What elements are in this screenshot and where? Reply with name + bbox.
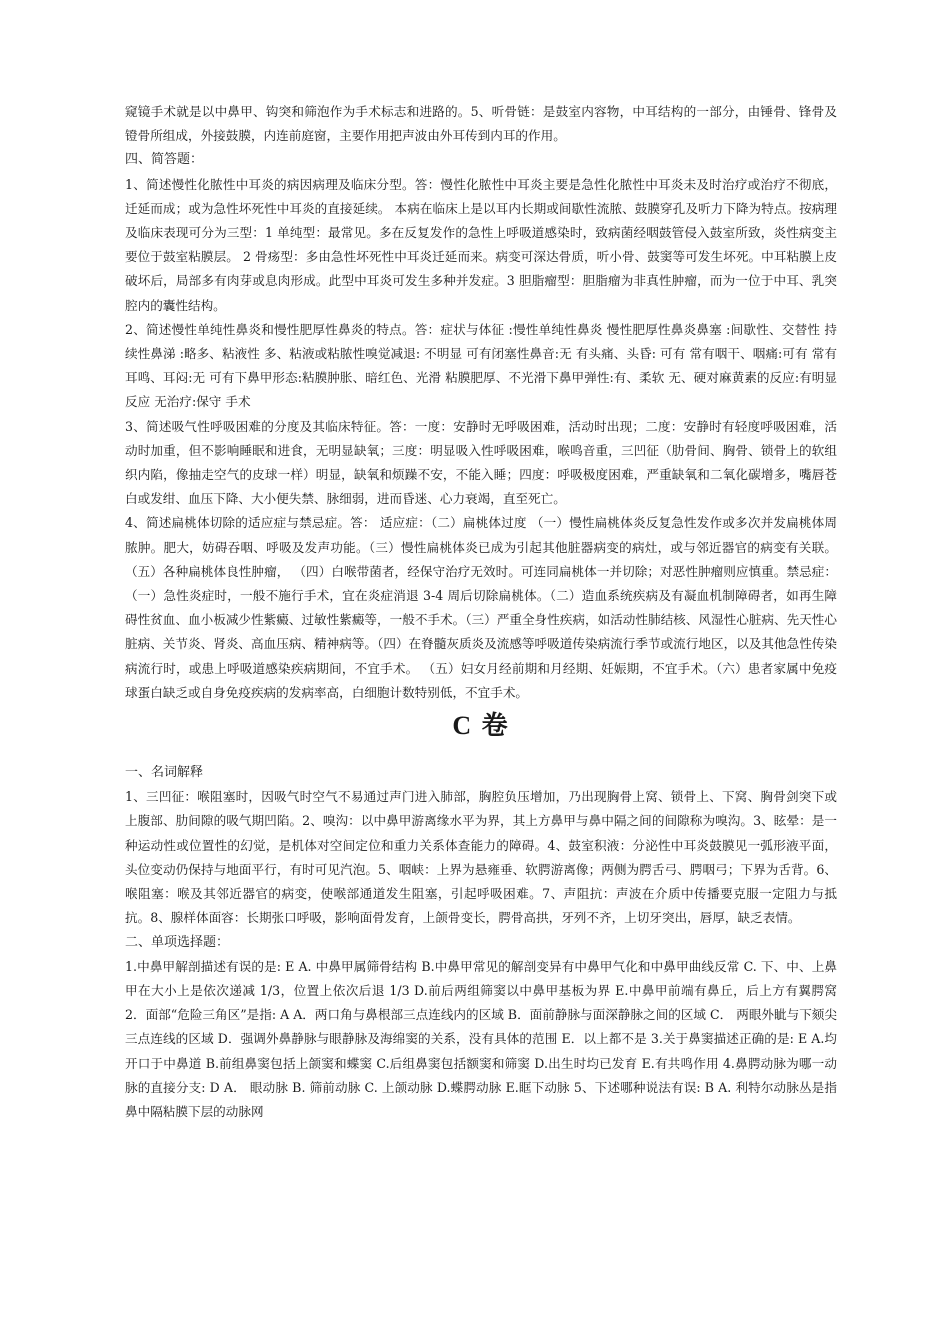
definitions-paragraph: 1、三凹征：喉阻塞时，因吸气时空气不易通过声门进入肺部，胸腔负压增加，乃出现胸骨上窝、锁骨上、下窝、胸骨剑突下或上腹部、肋间隙的吸气期凹陷。2、嗅沟：以中鼻甲游离缘水平为界，其上方鼻甲与鼻中隔之间的间隙称为嗅沟。3、眩晕：是一种运动性或位置性的幻觉，是机体对空间定位和重力关系体查能力的障碍。4、鼓室积液：分泌性中耳炎鼓膜见一弧形液平面，头位变动仍保持与地面平行，有时可见汽泡。5、咽峡：上界为悬雍垂、软腭游离像；两侧为腭舌弓、腭咽弓；下界为舌背。6、喉阻塞：喉及其邻近器官的病变，使喉部通道发生阻塞，引起呼吸困难。7、声阻抗：声波在介质中传播要克服一定阻力与抵抗。8、腺样体面容：长期张口呼吸，影响面骨发育，上颌骨变长，腭骨高拱，牙列不齐，上切牙突出，唇厚，缺乏表情。 (125, 789, 837, 926)
part-c-title: C 卷 (452, 711, 510, 741)
question-3: 3、简述吸气性呼吸困难的分度及其临床特征。答：一度：安静时无呼吸困难，活动时出现；二度：安静时有轻度呼吸困难，活动时加重，但不影响睡眠和进食，无明显缺氧；三度：明显吸入性呼吸困难，喉鸣音重，三凹征（肋骨间、胸骨、锁骨上的软组织内陷，像抽走空气的皮球一样）明显，缺氧和烦躁不安，不能入睡；四度：呼吸极度困难，严重缺氧和二氧化碳增多，嘴唇苍白或发绀、血压下降、大小便失禁、脉细弱，进而昏迷、心力衰竭，直至死亡。 (125, 418, 837, 507)
section-heading-definitions: 一、名词解释 (125, 765, 204, 781)
section-heading-single-choice: 二、单项选择题： (125, 934, 230, 950)
section-heading-short-answer: 四、简答题： (125, 152, 204, 168)
document-page (125, 100, 837, 1124)
question-4: 4、简述扁桃体切除的适应症与禁忌症。答： 适应症：（二）扁桃体过度 （一）慢性扁桃体炎反复急性发作或多次并发扁桃体周脓肿。肥大，妨碍吞咽、呼吸及发声功能。（三）慢性扁桃体炎已成为引起其他脏器病变的病灶，或与邻近器官的病变有关联。 （五）各种扁桃体良性肿瘤， （四）白喉带菌者，经保守治疗无效时。可连同扁桃体一并切除；对恶性肿瘤则应慎重。禁忌症：（一）急性炎症时，一般不施行手术，宜在炎症消退 3-4 周后切除扁桃体。（二）造血系统疾病及有凝血机制障碍者，如再生障碍性贫血、血小板减少性紫癜、过敏性紫癜等，一般不手术。（三）严重全身性疾病，如活动性肺结核、风湿性心脏病、先天性心脏病、关节炎、肾炎、高血压病、精神病等。（四）在脊髓灰质炎及流感等呼吸道传染病流行季节或流行地区，以及其他急性传染病流行时，或患上呼吸道感染疾病期间，不宜手术。 （五）妇女月经前期和月经期、妊娠期，不宜手术。（六）患者家属中免疫球蛋白缺乏或自身免疫疾病的发病率高，白细胞计数特别低，不宜手术。 (125, 515, 837, 700)
question-2: 2、简述慢性单纯性鼻炎和慢性肥厚性鼻炎的特点。答：症状与体征 :慢性单纯性鼻炎 慢性肥厚性鼻炎鼻塞 :间歇性、交替性 持续性鼻涕 :略多、粘液性 多、粘液或粘脓性嗅觉减退: 不明显 可有闭塞性鼻音:无 有头痛、头昏: 可有 常有咽干、咽痛:可有 常有耳鸣、耳闷:无 可有下鼻甲形态:粘膜肿胀、暗红色、光滑 粘膜肥厚、不光滑下鼻甲弹性:有、柔软 无、硬对麻黄素的反应:有明显反应 无治疗:保守 手术 (125, 321, 837, 410)
choices-paragraph: 1.中鼻甲解剖描述有误的是: E A. 中鼻甲属筛骨结构 B.中鼻甲常见的解剖变异有中鼻甲气化和中鼻甲曲线反常 C. 下、中、上鼻甲在大小上是依次递减 1/3，位置上依次后退 1/3 D.前后两组筛窦以中鼻甲基板为界 E.中鼻甲前端有鼻丘，后上方有翼腭窝 2．面部“危险三角区”是指: A A．两口角与鼻根部三点连线内的区域 B．面前静脉与面深静脉之间的区域 C． 两眼外眦与下颏尖三点连线的区域 D．强调外鼻静脉与眼静脉及海绵窦的关系，没有具体的范围 E．以上都不是 3.关于鼻窦描述正确的是: E A.均开口于中鼻道 B.前组鼻窦包括上颌窦和蝶窦 C.后组鼻窦包括额窦和筛窦 D.出生时均已发育 E.有共鸣作用 4.鼻腭动脉为哪一动脉的直接分支: D A． 眼动脉 B. 筛前动脉 C. 上颌动脉 D.蝶腭动脉 E.眶下动脉 5、下述哪种说法有误: B A. 利特尔动脉丛是指鼻中隔粘膜下层的动脉网 (125, 958, 837, 1119)
part-b-continuation: 窥镜手术就是以中鼻甲、钩突和筛泡作为手术标志和进路的。5、听骨链：是鼓室内容物，中耳结构的一部分，由锤骨、锋骨及镫骨所组成，外接鼓膜，内连前庭窗，主要作用把声波由外耳传到内耳的作用。 (125, 104, 837, 144)
question-1: 1、简述慢性化脓性中耳炎的病因病理及临床分型。答：慢性化脓性中耳炎主要是急性化脓性中耳炎未及时治疗或治疗不彻底，迁延而成；或为急性坏死性中耳炎的直接延续。 本病在临床上是以耳内长期或间歇性流脓、鼓膜穿孔及听力下降为特点。按病理及临床表现可分为三型：1 单纯型：最常见。多在反复发作的急性上呼吸道感染时，致病菌经咽鼓管侵入鼓室所致，炎性病变主要位于鼓室粘膜层。 2 骨疡型：多由急性坏死性中耳炎迁延而来。病变可深达骨质，听小骨、鼓窦等可发生坏死。中耳粘膜上皮破坏后，局部多有肉芽或息肉形成。此型中耳炎可发生多种并发症。3 胆脂瘤型：胆脂瘤为非真性肿瘤，而为一位于中耳、乳突腔内的囊性结构。 (125, 176, 837, 313)
